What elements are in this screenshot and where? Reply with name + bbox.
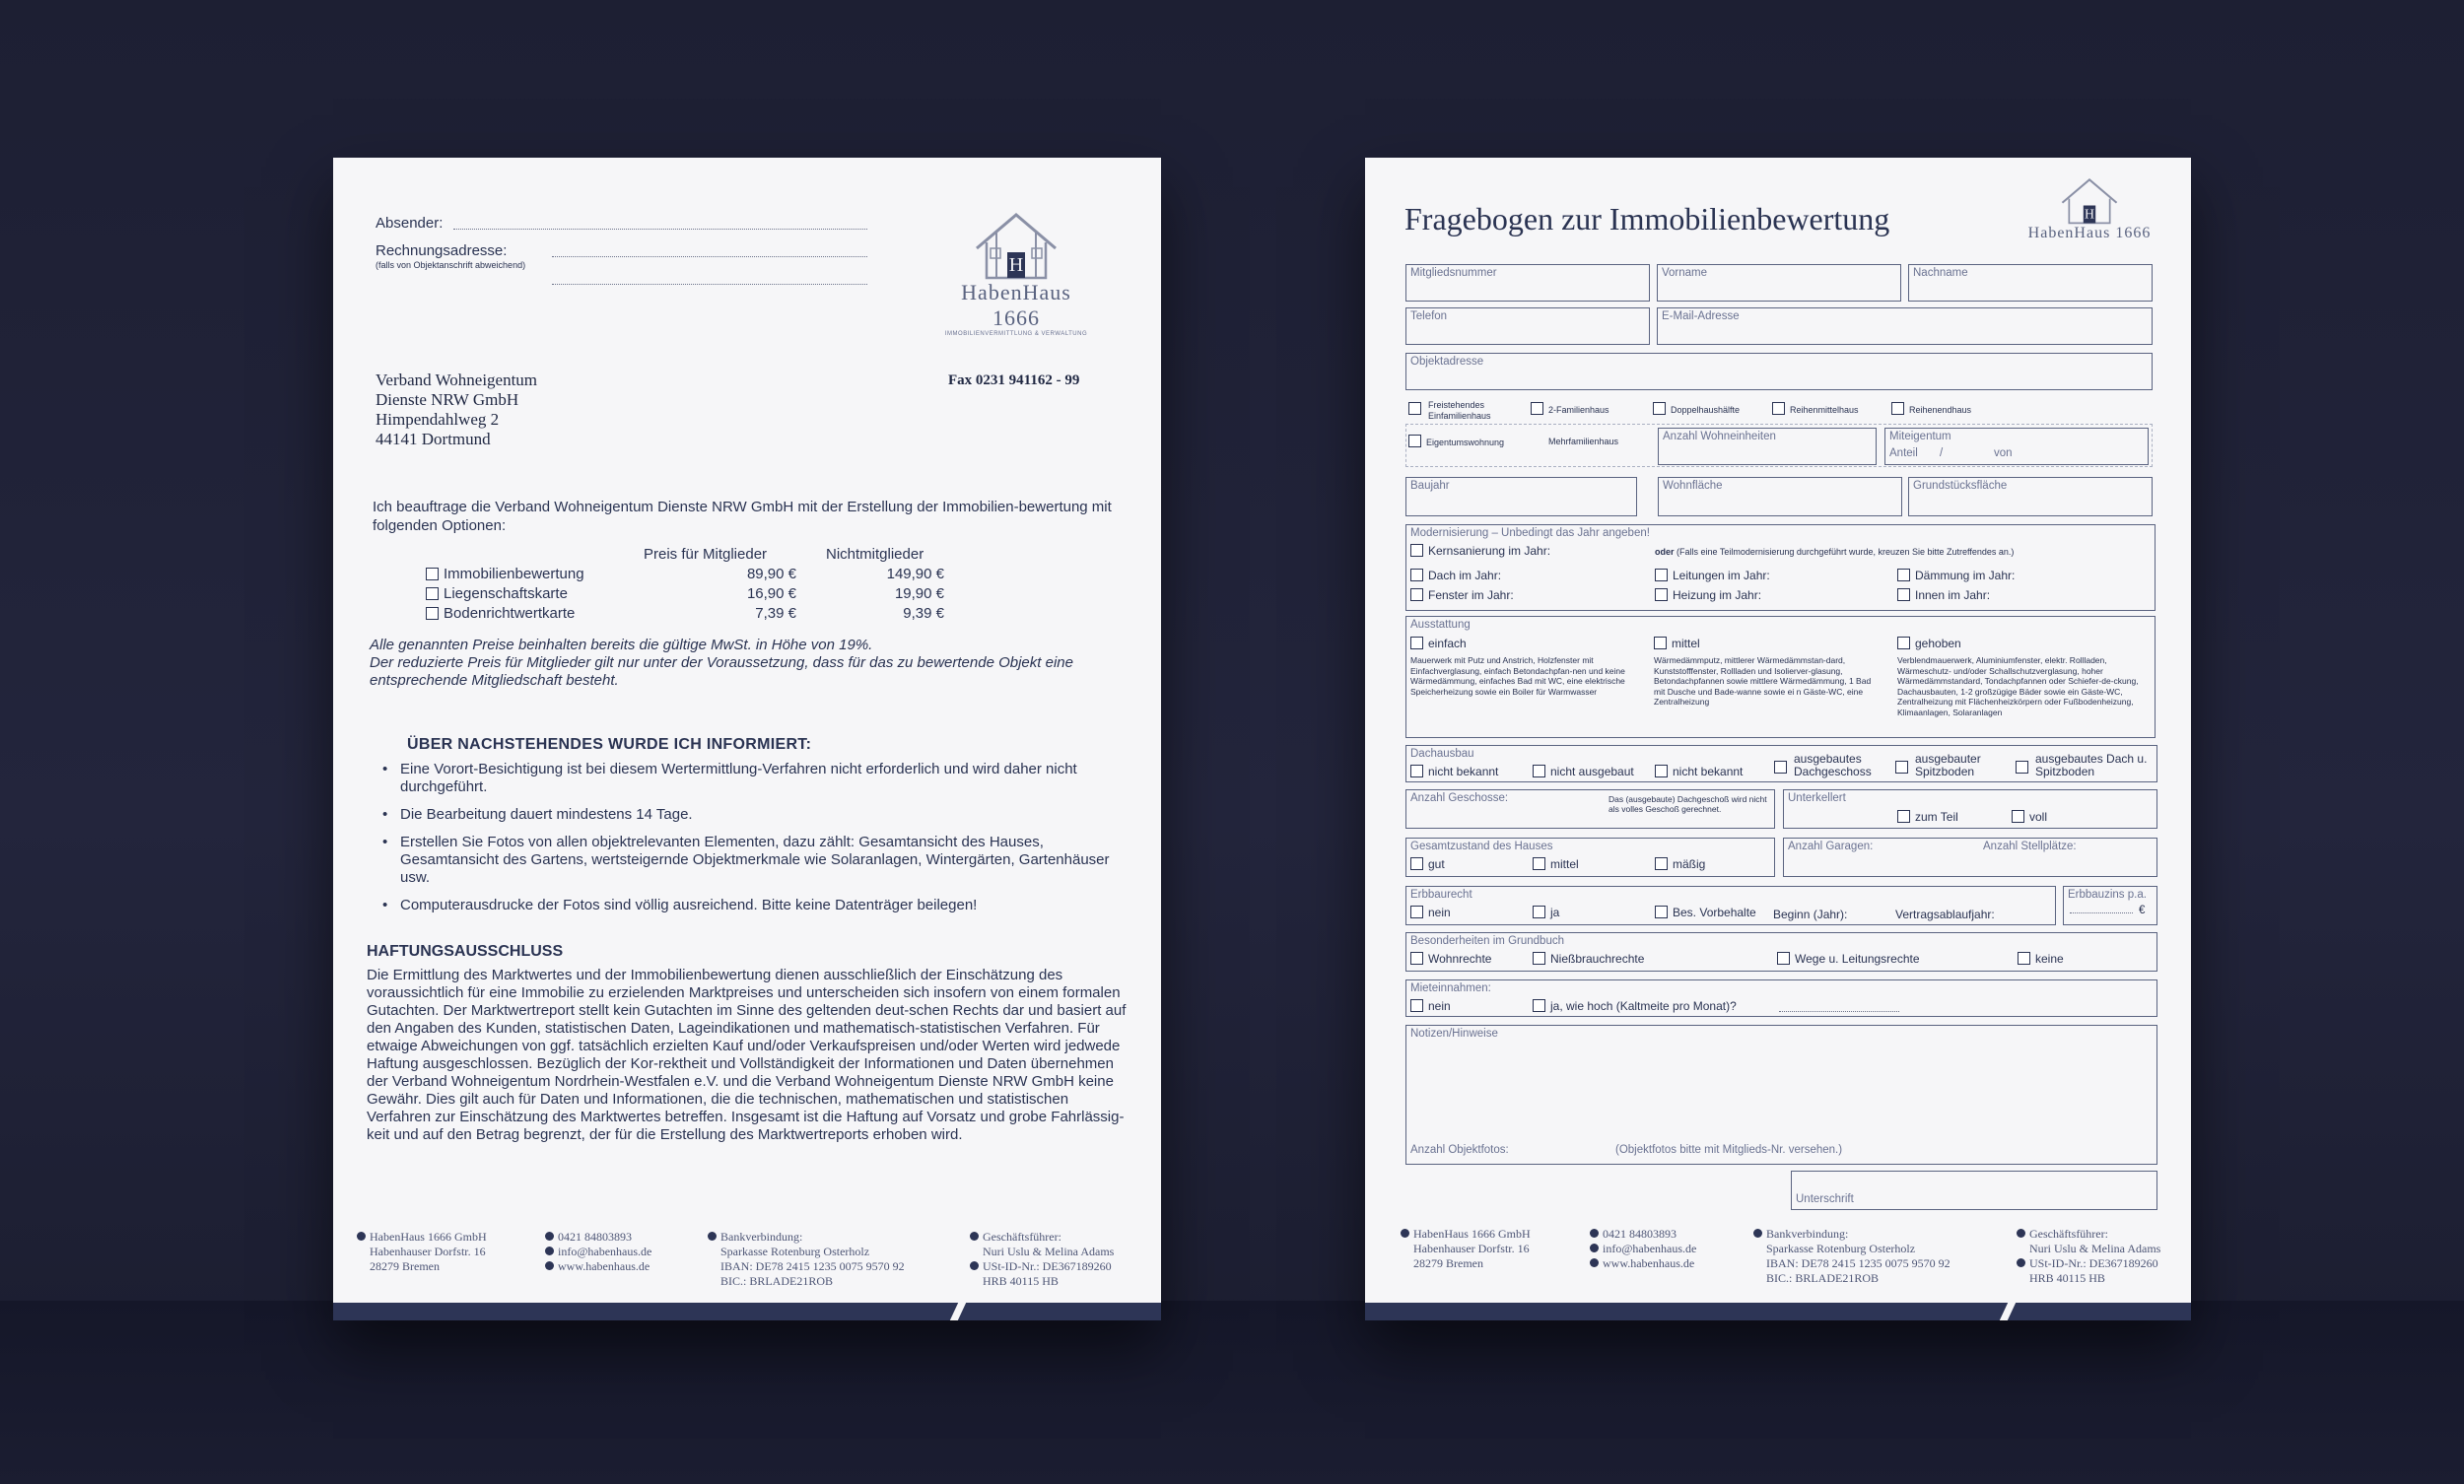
option-label: Liegenschaftskarte: [444, 585, 568, 602]
house-type-option[interactable]: [1891, 402, 1971, 416]
footer-contact: [1590, 1227, 1696, 1271]
footer-line: HRB 40115 HB: [2029, 1271, 2105, 1285]
option-label: Freistehendes Einfamilienhaus: [1428, 400, 1491, 421]
property-address-field[interactable]: [1405, 353, 2153, 390]
brand-name: HabenHaus 1666: [961, 280, 1071, 330]
land-register-option[interactable]: [1533, 952, 1644, 966]
location-icon: [1401, 1229, 1409, 1238]
section-label: Modernisierung – Unbedingt das Jahr angeben!: [1410, 527, 1650, 539]
footer-line: Geschäftsführer:: [2029, 1227, 2108, 1241]
footer-line: HabenHaus 1666 GmbH: [1413, 1227, 1531, 1241]
mail-icon: [545, 1247, 554, 1255]
rent-option[interactable]: [1533, 999, 1737, 1013]
footer-bank: [708, 1230, 905, 1289]
leasehold-checkbox[interactable]: [1410, 906, 1423, 918]
field-label: Unterschrift: [1796, 1193, 1854, 1205]
modernisation-option[interactable]: [1655, 588, 1761, 602]
footer-line: Habenhauser Dorfstr. 16: [370, 1245, 486, 1258]
member-price: 89,90 €: [746, 566, 796, 582]
option-label: mäßig: [1673, 857, 1706, 871]
option-label: mittel: [1550, 857, 1579, 871]
recipient-line: 44141 Dortmund: [376, 430, 491, 448]
plot-area-field[interactable]: [1908, 477, 2153, 516]
attic-checkbox[interactable]: [1655, 765, 1668, 777]
footer-address: [1401, 1227, 1531, 1271]
attic-option[interactable]: [1410, 765, 1498, 778]
option-label: Heizung im Jahr:: [1673, 588, 1762, 602]
option-checkbox[interactable]: [426, 568, 439, 580]
build-year-field[interactable]: [1405, 477, 1637, 516]
modernisation-option[interactable]: [1410, 569, 1501, 582]
attic-checkbox[interactable]: [2016, 761, 2028, 774]
leasehold-option[interactable]: [1655, 906, 1756, 919]
footer-line: IBAN: DE78 2415 1235 0075 9570 92: [1766, 1256, 1951, 1270]
multi-family-label: Mehrfamilienhaus: [1548, 437, 1619, 446]
brand-logo: [942, 209, 1090, 337]
rent-checkbox[interactable]: [1410, 999, 1423, 1012]
field-label: Nachname: [1913, 267, 1968, 279]
attic-option[interactable]: [1895, 753, 2004, 778]
footer-line: Geschäftsführer:: [983, 1230, 1061, 1244]
footer-strip: [333, 1303, 1161, 1320]
condition-section: [1405, 838, 1775, 877]
house-type-checkbox[interactable]: [1653, 402, 1666, 415]
footer-line: 28279 Bremen: [1413, 1256, 1483, 1270]
house-type-checkbox[interactable]: [1772, 402, 1785, 415]
footer-management: [2017, 1227, 2160, 1286]
price-note: Der reduzierte Preis für Mitglieder gilt nur unter der Voraussetzung, dass für das zu bewertende Objekt eine entsprechende Mitgliedschaft besteht.: [370, 654, 1073, 689]
footer-strip: [1365, 1303, 2191, 1320]
option-row: [426, 566, 584, 582]
option-label: Bes. Vorbehalte: [1673, 906, 1756, 919]
option-label: nicht bekannt: [1428, 765, 1499, 778]
id-icon: [970, 1261, 979, 1270]
notes-field[interactable]: [1405, 1025, 2157, 1165]
option-label: Leitungen im Jahr:: [1673, 569, 1770, 582]
first-name-field[interactable]: [1657, 264, 1901, 302]
land-register-checkbox[interactable]: [1410, 952, 1423, 965]
person-icon: [2017, 1229, 2025, 1238]
sender-line[interactable]: [453, 229, 867, 230]
house-type-option[interactable]: [1531, 402, 1609, 416]
option-label: 2-Familienhaus: [1548, 405, 1609, 415]
id-icon: [2017, 1258, 2025, 1267]
section-label: Besonderheiten im Grundbuch: [1410, 935, 1564, 947]
footer-bank: [1753, 1227, 1951, 1286]
footer-line: Nuri Uslu & Melina Adams: [2029, 1242, 2161, 1255]
option-label: ausgebautes Dach u. Spitzboden: [2035, 752, 2148, 778]
house-type-checkbox[interactable]: [1408, 402, 1421, 415]
modernisation-or-note: [1655, 547, 2014, 557]
equipment-checkbox[interactable]: [1654, 637, 1667, 649]
equipment-checkbox[interactable]: [1897, 637, 1910, 649]
leasehold-checkbox[interactable]: [1655, 906, 1668, 918]
option-label: zum Teil: [1915, 810, 1958, 824]
basement-checkbox[interactable]: [1897, 810, 1910, 823]
field-label: Grundstücksfläche: [1913, 480, 2008, 492]
modernisation-checkbox[interactable]: [1410, 569, 1423, 581]
footer-line: BIC.: BRLADE21ROB: [1766, 1271, 1880, 1285]
floor-background: [0, 1301, 2464, 1484]
footer-line: USt-ID-Nr.: DE367189260: [2029, 1256, 2158, 1270]
option-label: ja, wie hoch (Kaltmeite pro Monat)?: [1550, 999, 1737, 1013]
svg-text:H: H: [1008, 254, 1024, 276]
field-label: Objektadresse: [1410, 356, 1484, 368]
svg-text:H: H: [2085, 206, 2094, 222]
col-member-price: Preis für Mitglieder: [644, 546, 768, 563]
footer-line: HabenHaus 1666 GmbH: [370, 1230, 487, 1244]
option-label: voll: [2029, 810, 2048, 824]
phone-field[interactable]: [1405, 307, 1650, 345]
footer-line: info@habenhaus.de: [558, 1245, 652, 1258]
section-label: Gesamtzustand des Hauses: [1410, 841, 1553, 852]
footer-line: www.habenhaus.de: [558, 1259, 650, 1273]
condition-option[interactable]: [1410, 857, 1445, 871]
option-label: Nießbrauchrechte: [1550, 952, 1645, 966]
house-type-checkbox[interactable]: [1891, 402, 1904, 415]
questionnaire-page: [1365, 158, 2191, 1320]
attic-option[interactable]: [1655, 765, 1743, 778]
recipient-line: Dienste NRW GmbH: [376, 390, 519, 409]
field-label: Mitgliedsnummer: [1410, 267, 1497, 279]
basement-option[interactable]: [2012, 810, 2047, 824]
house-type-option[interactable]: [1408, 435, 1504, 448]
field-label: E-Mail-Adresse: [1662, 310, 1740, 322]
nonmember-price: 149,90 €: [886, 566, 944, 582]
option-checkbox[interactable]: [426, 587, 439, 600]
member-price: 7,39 €: [755, 605, 796, 622]
garages-field[interactable]: [1783, 838, 2157, 877]
option-label: nicht ausgebaut: [1550, 765, 1634, 778]
leasehold-option[interactable]: [1533, 906, 1559, 919]
footer-line: 28279 Bremen: [370, 1259, 440, 1273]
brand-tagline: IMMOBILIENVERMITTLUNG & VERWALTUNG: [944, 331, 1088, 337]
phone-icon: [545, 1232, 554, 1241]
section-label: Erbbaurecht: [1410, 889, 1472, 901]
attic-checkbox[interactable]: [1533, 765, 1545, 777]
sender-label: Absender:: [376, 215, 444, 232]
price-notes: [370, 637, 1138, 690]
land-register-checkbox[interactable]: [1533, 952, 1545, 965]
disclaimer-text: Die Ermittlung des Marktwertes und der Immobilienbewertung dienen ausschließlich der Einschätzung des voraussichtlich für eine Immobilie zu erzielenden Marktpreises und unterscheiden sich insofern von einem formalen Gutachten. Der Marktwertreport stellt kein Gutachten im Sinne des geltenden deut-schen Rechts dar und basiert auf den Angaben des Kunden, statistischen Daten, Lageindikationen und mathematisch-statistischen Verfahren. Für etwaige Abweichungen von ggf. tatsächlich erzielten Kauf und/oder Verkaufspreisen und/oder Werten wird jedwede Haftung ausgeschlossen. Bezüglich der Kor-rektheit und Vollständigkeit der Informationen und Daten übernehmen der Verband Wohneigentum Nordrhein-Westfalen e.V. und die Verband Wohneigentum Dienste NRW GmbH keine Gewähr. Dies gilt auch für Daten und Informationen, die die technischen, mathematischen und statistischen Verfahren zur Einschätzung des Marktwertes betreffen. Insgesamt ist die Haftung auf Vorsatz und grobe Fahrlässig-keit und auf den Betrag begrenzt, der für die Erstellung des Marktwertreports erhoben wird.: [367, 967, 1127, 1143]
informed-list: [382, 761, 1131, 924]
footer-contact: [545, 1230, 651, 1274]
brand-name: HabenHaus 1666: [2027, 225, 2152, 241]
footer-line: Nuri Uslu & Melina Adams: [983, 1245, 1115, 1258]
footer-line: Sparkasse Rotenburg Osterholz: [720, 1245, 870, 1258]
signature-field[interactable]: [1791, 1171, 2157, 1210]
option-label: Innen im Jahr:: [1915, 588, 1991, 602]
house-logo-icon: [972, 209, 1061, 280]
equipment-option[interactable]: [1897, 637, 1961, 650]
section-label: Dachausbau: [1410, 748, 1474, 760]
units-field[interactable]: [1658, 428, 1877, 465]
modernisation-checkbox[interactable]: [1410, 588, 1423, 601]
option-label: Immobilienbewertung: [444, 566, 584, 582]
modernisation-checkbox[interactable]: [1410, 544, 1423, 557]
recipient-address: [376, 371, 537, 449]
field-label: Anzahl Geschosse:: [1410, 792, 1509, 804]
condition-checkbox[interactable]: [1410, 857, 1423, 870]
web-icon: [545, 1261, 554, 1270]
rent-amount-line[interactable]: [1779, 1011, 1899, 1012]
option-label: ausgebauter Spitzboden: [1915, 752, 1981, 778]
footer-line: HRB 40115 HB: [983, 1274, 1059, 1288]
billing-line-2[interactable]: [552, 284, 867, 285]
co-ownership-field[interactable]: [1884, 428, 2149, 465]
basement-checkbox[interactable]: [2012, 810, 2024, 823]
option-label: einfach: [1428, 637, 1467, 650]
house-type-option[interactable]: [1653, 402, 1740, 416]
location-icon: [357, 1232, 366, 1241]
footer-line: IBAN: DE78 2415 1235 0075 9570 92: [720, 1259, 905, 1273]
field-label: Anzahl Wohneinheiten: [1663, 431, 1776, 442]
email-field[interactable]: [1657, 307, 2153, 345]
lease-rate-field[interactable]: [2063, 886, 2157, 925]
modernisation-option[interactable]: [1897, 569, 2015, 582]
nonmember-price: 9,39 €: [903, 605, 944, 622]
land-register-option[interactable]: [1777, 952, 1920, 966]
option-label: Fenster im Jahr:: [1428, 588, 1514, 602]
field-label: Miteigentum: [1889, 431, 1951, 442]
floors-note: Das (ausgebaute) Dachgeschoß wird nicht als volles Geschoß gerechnet.: [1608, 794, 1767, 814]
modernisation-section: [1405, 524, 2156, 611]
member-number-field[interactable]: [1405, 264, 1650, 302]
fax-number: Fax 0231 941162 - 99: [948, 372, 1080, 388]
modernisation-option[interactable]: [1410, 588, 1514, 602]
field-label: Anteil: [1889, 447, 1918, 459]
option-label: ja: [1550, 906, 1560, 919]
equipment-description: Mauerwerk mit Putz und Anstrich, Holzfenster mit Einfachverglasung, einfach Betondachpfan-nen und keine Wärmedämmung, einfaches Bad mit WC, eine elektrische Speicherheizung sowie ein Boiler für Warmwasser: [1410, 655, 1625, 697]
informed-item: • Die Bearbeitung dauert mindestens 14 Tage.: [382, 806, 1131, 824]
field-label: Baujahr: [1410, 480, 1450, 492]
last-name-field[interactable]: [1908, 264, 2153, 302]
option-label: Reihenendhaus: [1909, 405, 1972, 415]
basement-option[interactable]: [1897, 810, 1958, 824]
disclaimer-heading: HAFTUNGSAUSSCHLUSS: [367, 943, 564, 960]
informed-item: • Computerausdrucke der Fotos sind völlig ausreichend. Bitte keine Datenträger beilegen!: [382, 897, 1131, 914]
land-register-option[interactable]: [2018, 952, 2064, 966]
attic-option[interactable]: [1774, 753, 1887, 778]
modernisation-option[interactable]: [1655, 569, 1770, 582]
footer-management: [970, 1230, 1114, 1289]
option-label: nein: [1428, 999, 1451, 1013]
land-register-checkbox[interactable]: [1777, 952, 1790, 965]
attic-checkbox[interactable]: [1895, 761, 1908, 774]
phone-icon: [1590, 1229, 1599, 1238]
footer-line: Bankverbindung:: [1766, 1227, 1849, 1241]
intro-text: Ich beauftrage die Verband Wohneigentum Dienste NRW GmbH mit der Erstellung der Immobilien-bewertung mit folgenden Optionen:: [373, 499, 1112, 534]
footer-line: BIC.: BRLADE21ROB: [720, 1274, 834, 1288]
footer-line: Bankverbindung:: [720, 1230, 803, 1244]
floors-field[interactable]: [1405, 789, 1775, 829]
condition-checkbox[interactable]: [1655, 857, 1668, 870]
option-label: Bodenrichtwertkarte: [444, 605, 576, 622]
option-label: gut: [1428, 857, 1445, 871]
option-label: Dach im Jahr:: [1428, 569, 1502, 582]
modernisation-checkbox[interactable]: [1897, 569, 1910, 581]
questionnaire-title: Fragebogen zur Immobilienbewertung: [1404, 201, 1890, 236]
option-label: Reihenmittelhaus: [1790, 405, 1859, 415]
modernisation-checkbox[interactable]: [1655, 588, 1668, 601]
modernisation-core-option[interactable]: [1410, 544, 1550, 558]
field-label: /: [1940, 447, 1944, 459]
basement-section: [1783, 789, 2157, 829]
nonmember-price: 19,90 €: [894, 585, 944, 602]
bank-icon: [1753, 1229, 1762, 1238]
field-label: Telefon: [1410, 310, 1448, 322]
brand-logo: [2016, 175, 2163, 242]
equipment-option[interactable]: [1654, 637, 1700, 650]
footer-address: [357, 1230, 487, 1274]
option-label: Doppelhaushälfte: [1671, 405, 1741, 415]
field-label: Vorname: [1662, 267, 1708, 279]
land-register-checkbox[interactable]: [2018, 952, 2030, 965]
person-icon: [970, 1232, 979, 1241]
photos-note: (Objektfotos bitte mit Mitglieds-Nr. versehen.): [1615, 1144, 1843, 1156]
option-row: [426, 605, 575, 622]
equipment-description: Verblendmauerwerk, Aluminiumfenster, elektr. Rollladen, Wärmeschutz- und/oder Schallschutzverglasung, hoher Wärmedämmstandard, Tondachpfannen oder Schiefer-de-ckung, Dachausbauten, 1-2 großzügige Bäder sowie ein Gäste-WC, Zentralheizung mit Flächenheizkörpern oder Fußbodenheizung, Klimaanlagen, Solaranlagen: [1897, 655, 2139, 717]
option-label: Eigentumswohnung: [1426, 438, 1505, 447]
living-area-field[interactable]: [1658, 477, 1902, 516]
modernisation-checkbox[interactable]: [1655, 569, 1668, 581]
option-row: [426, 585, 568, 602]
footer-line: 0421 84803893: [1603, 1227, 1677, 1241]
billing-note: (falls von Objektanschrift abweichend): [376, 260, 526, 270]
lease-begin-label: Beginn (Jahr):: [1773, 908, 1848, 921]
currency-symbol: €: [2139, 905, 2146, 916]
house-type-checkbox[interactable]: [1531, 402, 1543, 415]
footer-line: 0421 84803893: [558, 1230, 632, 1244]
photos-label: Anzahl Objektfotos:: [1410, 1144, 1509, 1156]
attic-checkbox[interactable]: [1774, 761, 1787, 774]
condition-option[interactable]: [1655, 857, 1705, 871]
footer-line: www.habenhaus.de: [1603, 1256, 1695, 1270]
house-type-option[interactable]: [1772, 402, 1859, 416]
leasehold-option[interactable]: [1410, 906, 1451, 919]
option-label: nicht bekannt: [1673, 765, 1744, 778]
price-note: Alle genannten Preise beinhalten bereits die gültige MwSt. in Höhe von 19%.: [370, 637, 873, 653]
lease-rate-line: [2070, 912, 2133, 913]
rent-checkbox[interactable]: [1533, 999, 1545, 1012]
condition-checkbox[interactable]: [1533, 857, 1545, 870]
web-icon: [1590, 1258, 1599, 1267]
equipment-description: Wärmedämmputz, mittlerer Wärmedämmstan-dard, Kunststofffenster, Rollladen und Isolierver-glasung, Betondachpfannen sowie mittlere Wärmedämmung, 1 Bad mit Dusche und Bade-wanne sowie ei n Gäste-WC, eine Zentralheizung: [1654, 655, 1872, 707]
option-label: gehoben: [1915, 637, 1961, 650]
option-label: mittel: [1672, 637, 1700, 650]
lease-end-label: Vertragsablaufjahr:: [1895, 908, 1995, 921]
field-label: Anzahl Stellplätze:: [1983, 841, 2077, 852]
section-label: Mieteinnahmen:: [1410, 982, 1491, 994]
informed-item: • Erstellen Sie Fotos von allen objektrelevanten Elementen, dazu zählt: Gesamtansicht des Hauses, Gesamtansicht des Gartens, wertsteigernde Objektmerkmale wie Solaranlagen, Wintergärten, Gartenhäuser usw.: [382, 834, 1131, 887]
or-word: oder: [1655, 547, 1675, 557]
field-label: Anzahl Garagen:: [1788, 841, 1874, 852]
attic-option[interactable]: [2016, 753, 2154, 778]
recipient-line: Himpendahlweg 2: [376, 410, 500, 429]
attic-checkbox[interactable]: [1410, 765, 1423, 777]
modernisation-checkbox[interactable]: [1897, 588, 1910, 601]
modernisation-option[interactable]: [1897, 588, 1990, 602]
option-label: Kernsanierung im Jahr:: [1428, 544, 1551, 558]
bank-icon: [708, 1232, 717, 1241]
field-label: Erbbauzins p.a.: [2068, 889, 2147, 901]
option-label: nein: [1428, 906, 1451, 919]
house-logo-icon: [2059, 175, 2120, 225]
billing-line-1[interactable]: [552, 256, 867, 257]
field-label: Wohnfläche: [1663, 480, 1723, 492]
mail-icon: [1590, 1244, 1599, 1252]
order-form-page: [333, 158, 1161, 1320]
option-label: ausgebautes Dachgeschoss: [1794, 752, 1872, 778]
option-checkbox[interactable]: [426, 607, 439, 620]
or-note: (Falls eine Teilmodernisierung durchgeführt wurde, kreuzen Sie bitte Zutreffendes an.): [1677, 547, 2015, 557]
house-type-option[interactable]: [1408, 400, 1507, 422]
col-nonmember-price: Nichtmitglieder: [826, 546, 924, 563]
house-type-checkbox[interactable]: [1408, 435, 1421, 447]
option-label: Dämmung im Jahr:: [1915, 569, 2016, 582]
footer-line: info@habenhaus.de: [1603, 1242, 1697, 1255]
field-label: von: [1994, 447, 2013, 459]
land-register-option[interactable]: [1410, 952, 1491, 966]
option-label: Wege u. Leitungsrechte: [1795, 952, 1920, 966]
member-price: 16,90 €: [746, 585, 796, 602]
option-label: keine: [2035, 952, 2064, 966]
condition-option[interactable]: [1533, 857, 1579, 871]
footer-line: Sparkasse Rotenburg Osterholz: [1766, 1242, 1916, 1255]
rent-option[interactable]: [1410, 999, 1451, 1013]
equipment-option[interactable]: [1410, 637, 1467, 650]
informed-item: • Eine Vorort-Besichtigung ist bei diesem Wertermittlung-Verfahren nicht erforderlich und wird daher nicht durchgeführt.: [382, 761, 1131, 796]
billing-label: Rechnungsadresse:: [376, 242, 508, 259]
option-label: Wohnrechte: [1428, 952, 1492, 966]
footer-line: USt-ID-Nr.: DE367189260: [983, 1259, 1112, 1273]
attic-option[interactable]: [1533, 765, 1634, 778]
equipment-checkbox[interactable]: [1410, 637, 1423, 649]
leasehold-checkbox[interactable]: [1533, 906, 1545, 918]
footer-line: Habenhauser Dorfstr. 16: [1413, 1242, 1530, 1255]
section-label: Unterkellert: [1788, 792, 1846, 804]
informed-heading: ÜBER NACHSTEHENDES WURDE ICH INFORMIERT:: [407, 736, 812, 753]
recipient-line: Verband Wohneigentum: [376, 371, 538, 389]
field-label: Notizen/Hinweise: [1410, 1028, 1498, 1040]
section-label: Ausstattung: [1410, 619, 1471, 631]
